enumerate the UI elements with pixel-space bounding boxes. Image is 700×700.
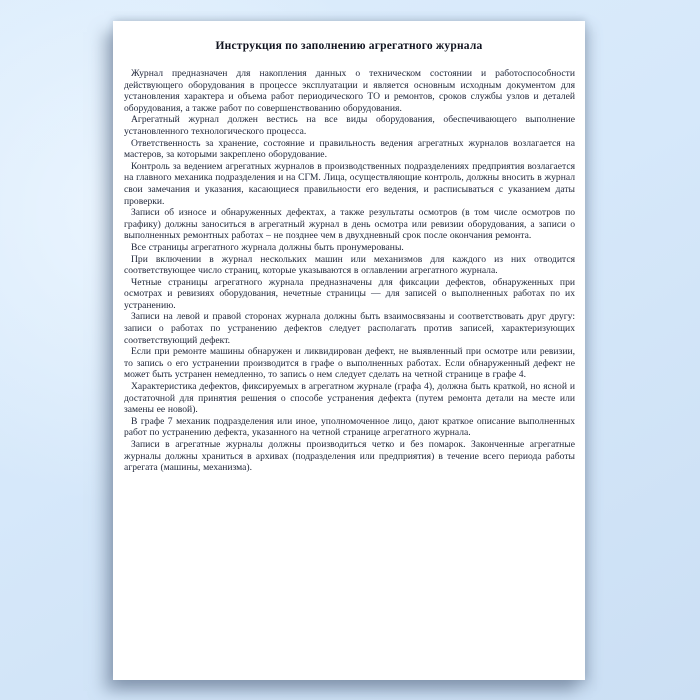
paragraph: Агрегатный журнал должен вестись на все виды оборудования, обеспечивающего выполнение установленного технологического процесса. — [124, 114, 575, 137]
paragraph: В графе 7 механик подразделения или иное, уполномоченное лицо, дают краткое описание выполненных работ по устранению дефекта, указанного на четной странице агрегатного журнала. — [124, 415, 575, 439]
paragraph: Записи об износе и обнаруженных дефектах, а также результаты осмотров (в том числе осмотров по графику) должны заноситься в агрегатный журнал в день осмотра или ревизии оборудования, а записи о выполненных ремонтных работах – не позднее чем в двухдневный срок после окончания ремонта. — [124, 207, 575, 242]
paragraph: Контроль за ведением агрегатных журналов в производственных подразделениях предприятия возлагается на главного механика подразделения и на СГМ. Лица, осуществляющие контроль, должны вносить в журнал свои замечания и указания, касающиеся правильности его ведения, и расписываться с указанием даты проверки. — [124, 160, 575, 207]
paragraph: Четные страницы агрегатного журнала предназначены для фиксации дефектов, обнаруженных при осмотрах и ревизиях оборудования, нечетные страницы — для записей о выполненных работах по их устранению. — [124, 276, 575, 311]
paragraph: При включении в журнал нескольких машин или механизмов для каждого из них отводится соответствующее число страниц, которые указываются в оглавлении агрегатного журнала. — [124, 253, 575, 277]
document-page — [113, 21, 585, 680]
paragraph: Все страницы агрегатного журнала должны быть пронумерованы. — [131, 241, 404, 253]
paragraph: Если при ремонте машины обнаружен и ликвидирован дефект, не выявленный при осмотре или ревизии, то запись о его устранении производится в графе о выполненных работах. Если обнаруженный дефект не может быть устранен немедленно, то запись о нем следует сделать на четной странице в графе 4. — [124, 346, 575, 381]
paragraph: Записи на левой и правой сторонах журнала должны быть взаимосвязаны и соответствовать друг другу: записи о работах по устранению дефектов следует располагать против записей, характеризующих соответствующий дефект. — [124, 311, 575, 346]
paragraph: Записи в агрегатные журналы должны производиться четко и без помарок. Законченные агрегатные журналы должны храниться в архивах (подразделения или предприятия) в течение всего периода работы агрегата (машины, механизма). — [124, 439, 575, 474]
document-body — [113, 68, 585, 474]
paragraph: Журнал предназначен для накопления данных о техническом состоянии и работоспособности действующего оборудования в процессе эксплуатации и является основным исходным документом для установления характера и объема работ периодического ТО и ремонтов, сроков службы узлов и деталей оборудования, а также работ по совершенствованию оборудования. — [124, 68, 575, 114]
document-title: Инструкция по заполнению агрегатного журнала — [215, 40, 483, 52]
paragraph: Ответственность за хранение, состояние и правильность ведения агрегатных журналов возлагается на мастеров, за которыми закреплено оборудование. — [124, 137, 575, 161]
paragraph: Характеристика дефектов, фиксируемых в агрегатном журнале (графа 4), должна быть краткой, но ясной и достаточной для принятия решения о способе устранения дефекта (путем ремонта детали на месте или замены ее новой). — [124, 381, 575, 416]
